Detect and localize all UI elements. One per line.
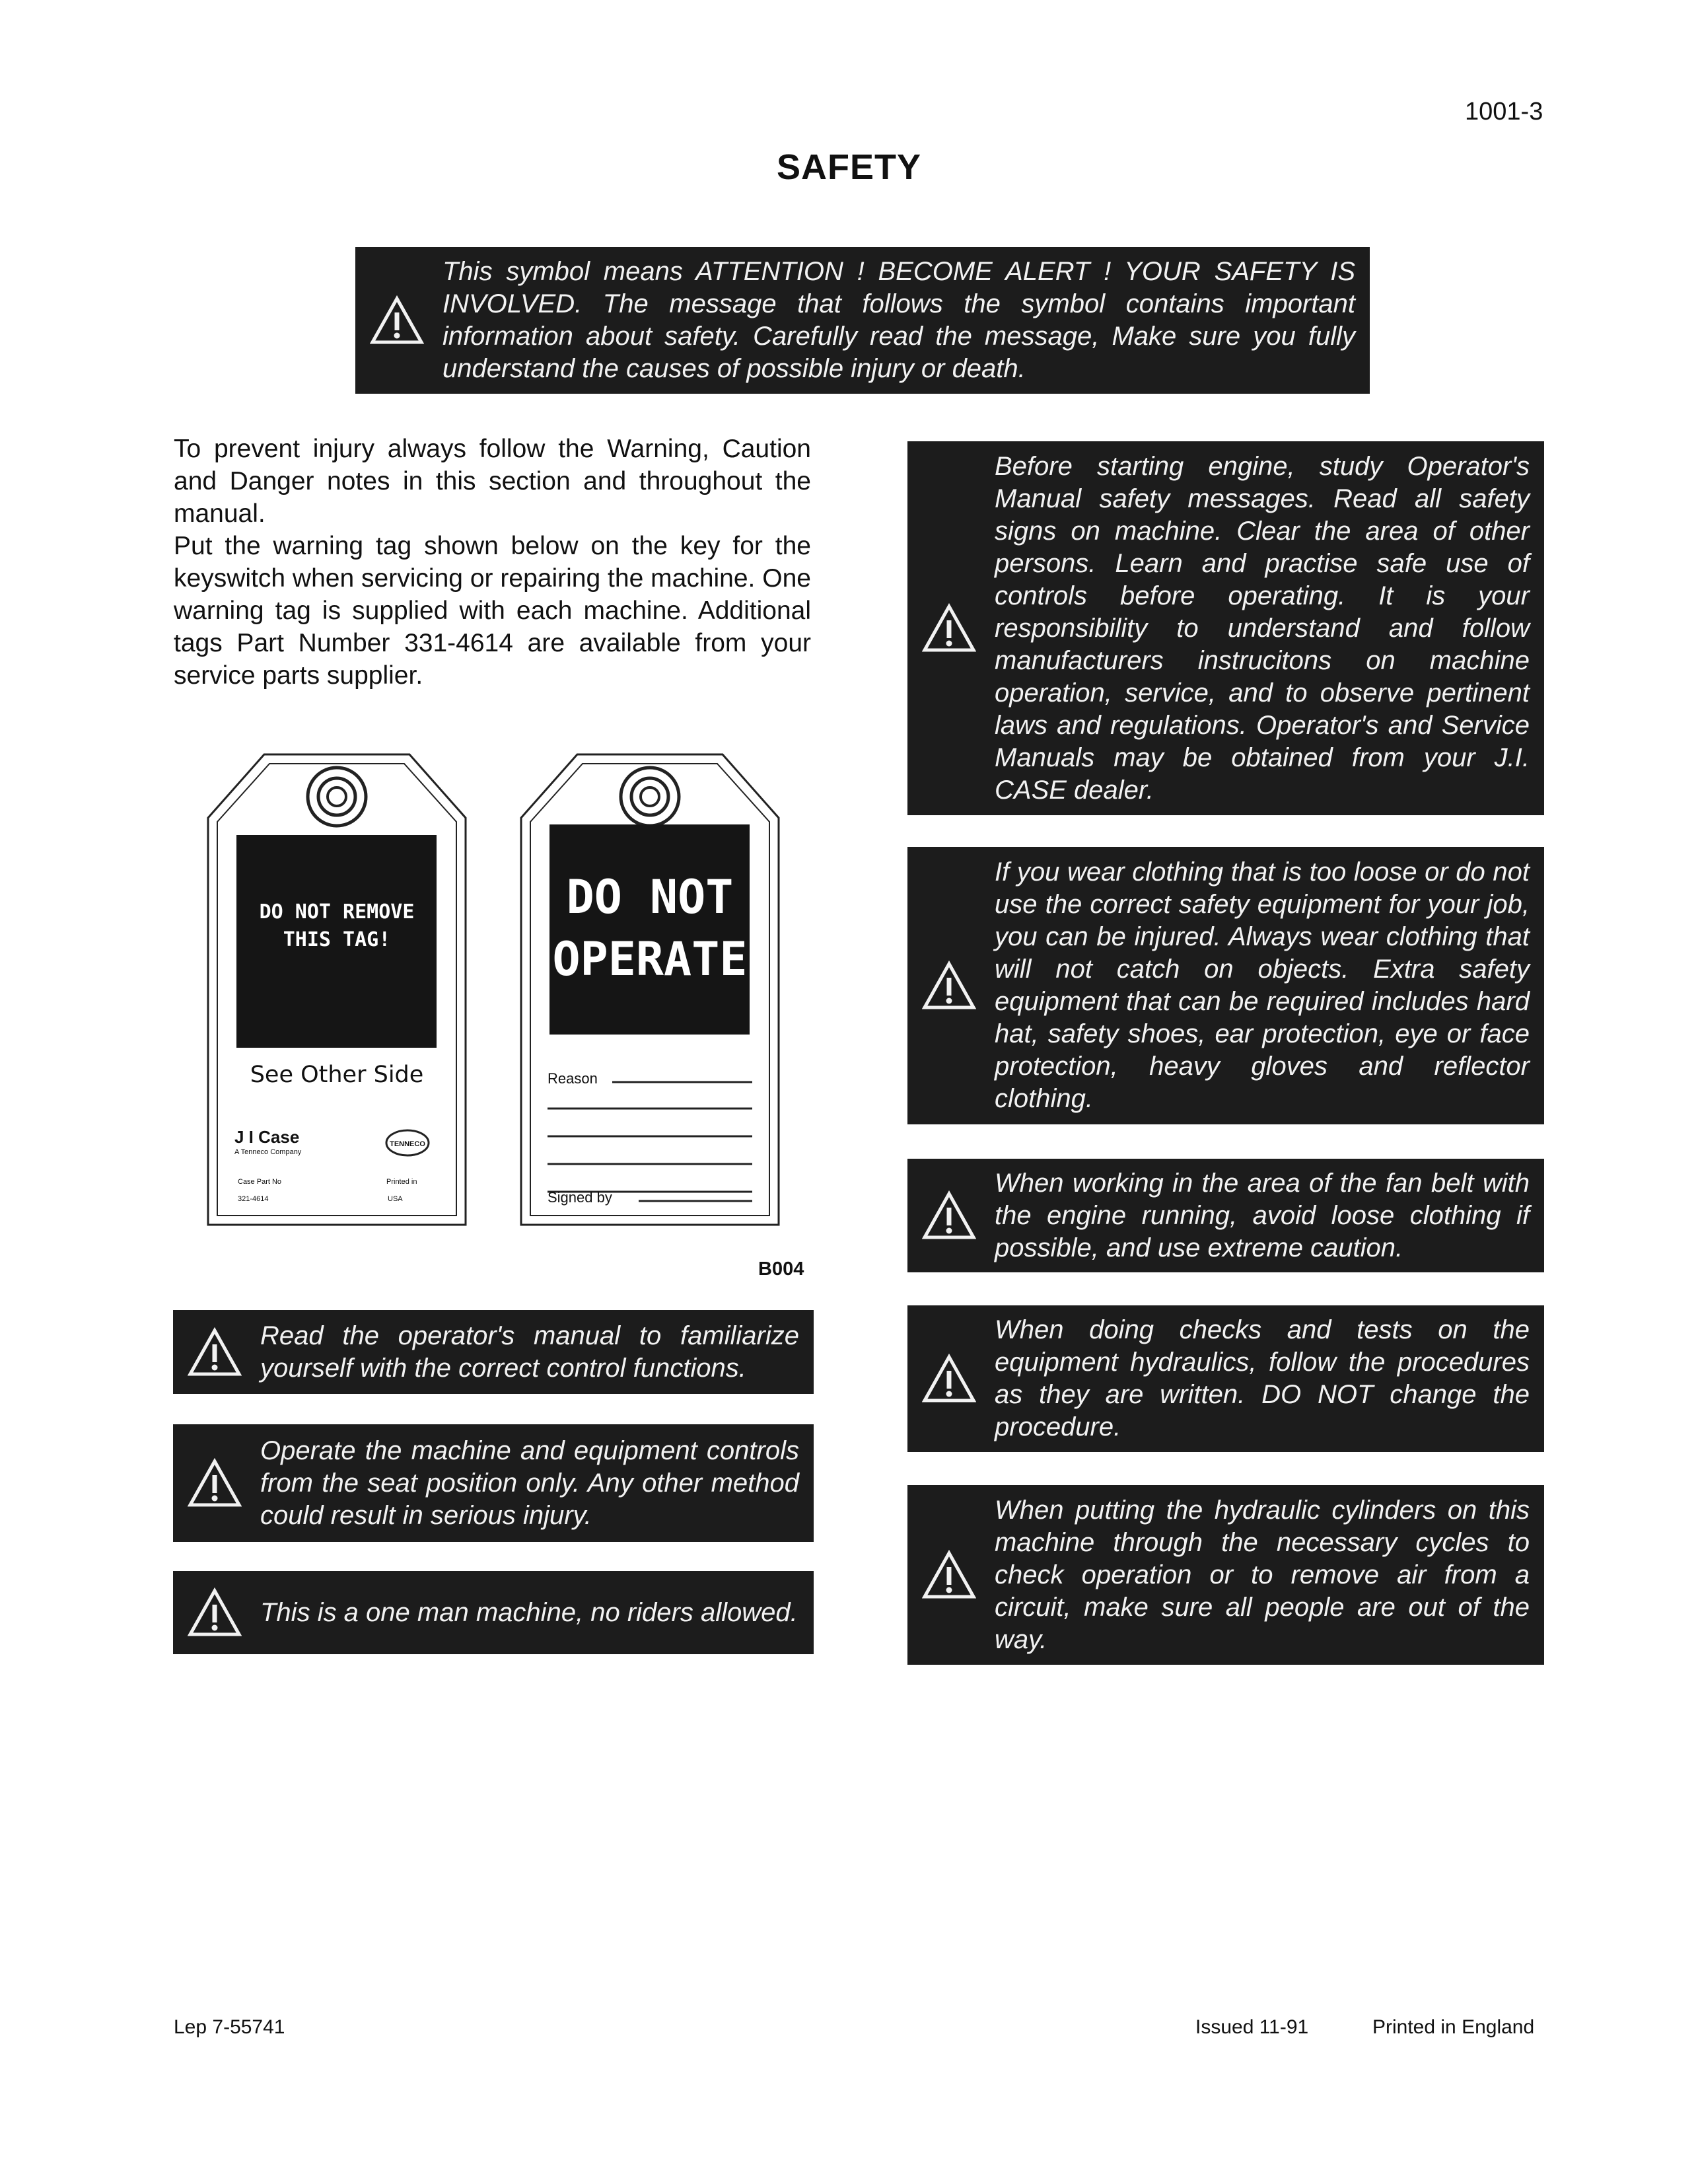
warning-triangle-icon <box>188 1458 242 1508</box>
figure-reference: B004 <box>758 1258 804 1280</box>
warning-triangle-icon <box>922 1550 976 1600</box>
page-number: 1001-3 <box>1465 98 1543 126</box>
warning-triangle-icon <box>188 1327 242 1377</box>
intro-text <box>174 433 811 692</box>
warning-triangle-icon <box>922 603 976 653</box>
right-warning-5-text: When putting the hydraulic cylinders on this machine through the necessary cycles to check operation or to remove air from a circuit, make sure all people are out of the way. <box>995 1495 1530 1654</box>
right-warning-1-text: Before starting engine, study Operator's Manual safety messages. Read all safety signs on machine. Clear the area of other persons. Learn and practise safe use of controls before operating. It is your responsibility to understand and follow manufacturers instrucitons on machine operation, service, and to observe pertinent laws and regulations. Operator's and Service Manuals may be obtained from your J.I. CASE dealer. <box>995 451 1530 805</box>
right-warning-5 <box>907 1485 1544 1665</box>
tag-company: J I Case <box>234 1127 300 1147</box>
footer-printed-location: Printed in England <box>1372 2016 1535 2038</box>
right-warning-2-text: If you wear clothing that is too loose or do not use the correct safety equipment for your job, you can be injured. Always wear clothing that will not catch on objects. Extra safety equipment that can be required includes hard hat, safety shoes, ear protection, eye or face protection, heavy gloves and reflector clothing. <box>995 857 1530 1113</box>
left-warning-2 <box>173 1424 814 1542</box>
symbol-notice-box <box>355 247 1370 394</box>
warning-triangle-icon <box>922 1354 976 1404</box>
tag-part-label: Case Part No <box>238 1178 282 1186</box>
right-warning-2 <box>907 847 1544 1124</box>
right-warning-4 <box>907 1305 1544 1452</box>
tag-printed-country: USA <box>388 1195 403 1203</box>
right-warning-3-text: When working in the area of the fan belt with the engine running, avoid loose clothing if possible, and use extreme caution. <box>995 1168 1530 1262</box>
tag-printed-label: Printed in <box>386 1178 417 1186</box>
warning-triangle-icon <box>922 961 976 1011</box>
right-warning-1 <box>907 441 1544 815</box>
intro-paragraph-1: To prevent injury always follow the Warning, Caution and Danger notes in this section and throughout the manual. <box>174 435 811 528</box>
warning-triangle-icon <box>922 1190 976 1241</box>
tag-reason-label: Reason <box>548 1070 598 1087</box>
intro-paragraph-2: Put the warning tag shown below on the key for the keyswitch when servicing or repairing the machine. One warning tag is supplied with each machine. Additional tags Part Number 331-4614 are available from your service parts supplier. <box>174 532 811 690</box>
footer-document-number: Lep 7-55741 <box>174 2016 285 2038</box>
page-title: SAFETY <box>776 147 922 187</box>
left-warning-1-text: Read the operator's manual to familiarize yourself with the correct control functions. <box>260 1321 799 1383</box>
tag-company-sub: A Tenneco Company <box>234 1148 302 1156</box>
tag-signed-label: Signed by <box>548 1189 612 1206</box>
warning-tag-back <box>514 746 785 1233</box>
left-warning-3 <box>173 1571 814 1654</box>
tag-logo-text: TENNECO <box>390 1140 425 1148</box>
warning-tag-front <box>201 746 472 1233</box>
footer-issued-date: Issued 11-91 <box>1195 2016 1309 2038</box>
warning-triangle-icon <box>188 1587 242 1638</box>
right-warning-4-text: When doing checks and tests on the equipment hydraulics, follow the procedures as they are written. DO NOT change the procedure. <box>995 1315 1530 1441</box>
left-warning-1 <box>173 1310 814 1394</box>
symbol-notice-text: This symbol means ATTENTION ! BECOME ALERT ! YOUR SAFETY IS INVOLVED. The message that follows the symbol contains important information about safety. Carefully read the message, Make sure you fully understand the causes of possible injury or death. <box>442 257 1355 383</box>
tag-part-number: 321-4614 <box>238 1195 269 1203</box>
left-warning-3-text: This is a one man machine, no riders allowed. <box>260 1597 798 1627</box>
tag-back-line-2: OPERATE <box>552 932 748 986</box>
tag-back-line-1: DO NOT <box>566 870 734 924</box>
tag-see-other-side: See Other Side <box>250 1062 424 1088</box>
tag-front-line-2: THIS TAG! <box>283 928 391 951</box>
warning-triangle-icon <box>370 295 424 346</box>
tag-front-line-1: DO NOT REMOVE <box>259 900 415 924</box>
right-warning-3 <box>907 1159 1544 1272</box>
left-warning-2-text: Operate the machine and equipment controls from the seat position only. Any other method could result in serious injury. <box>260 1436 799 1530</box>
